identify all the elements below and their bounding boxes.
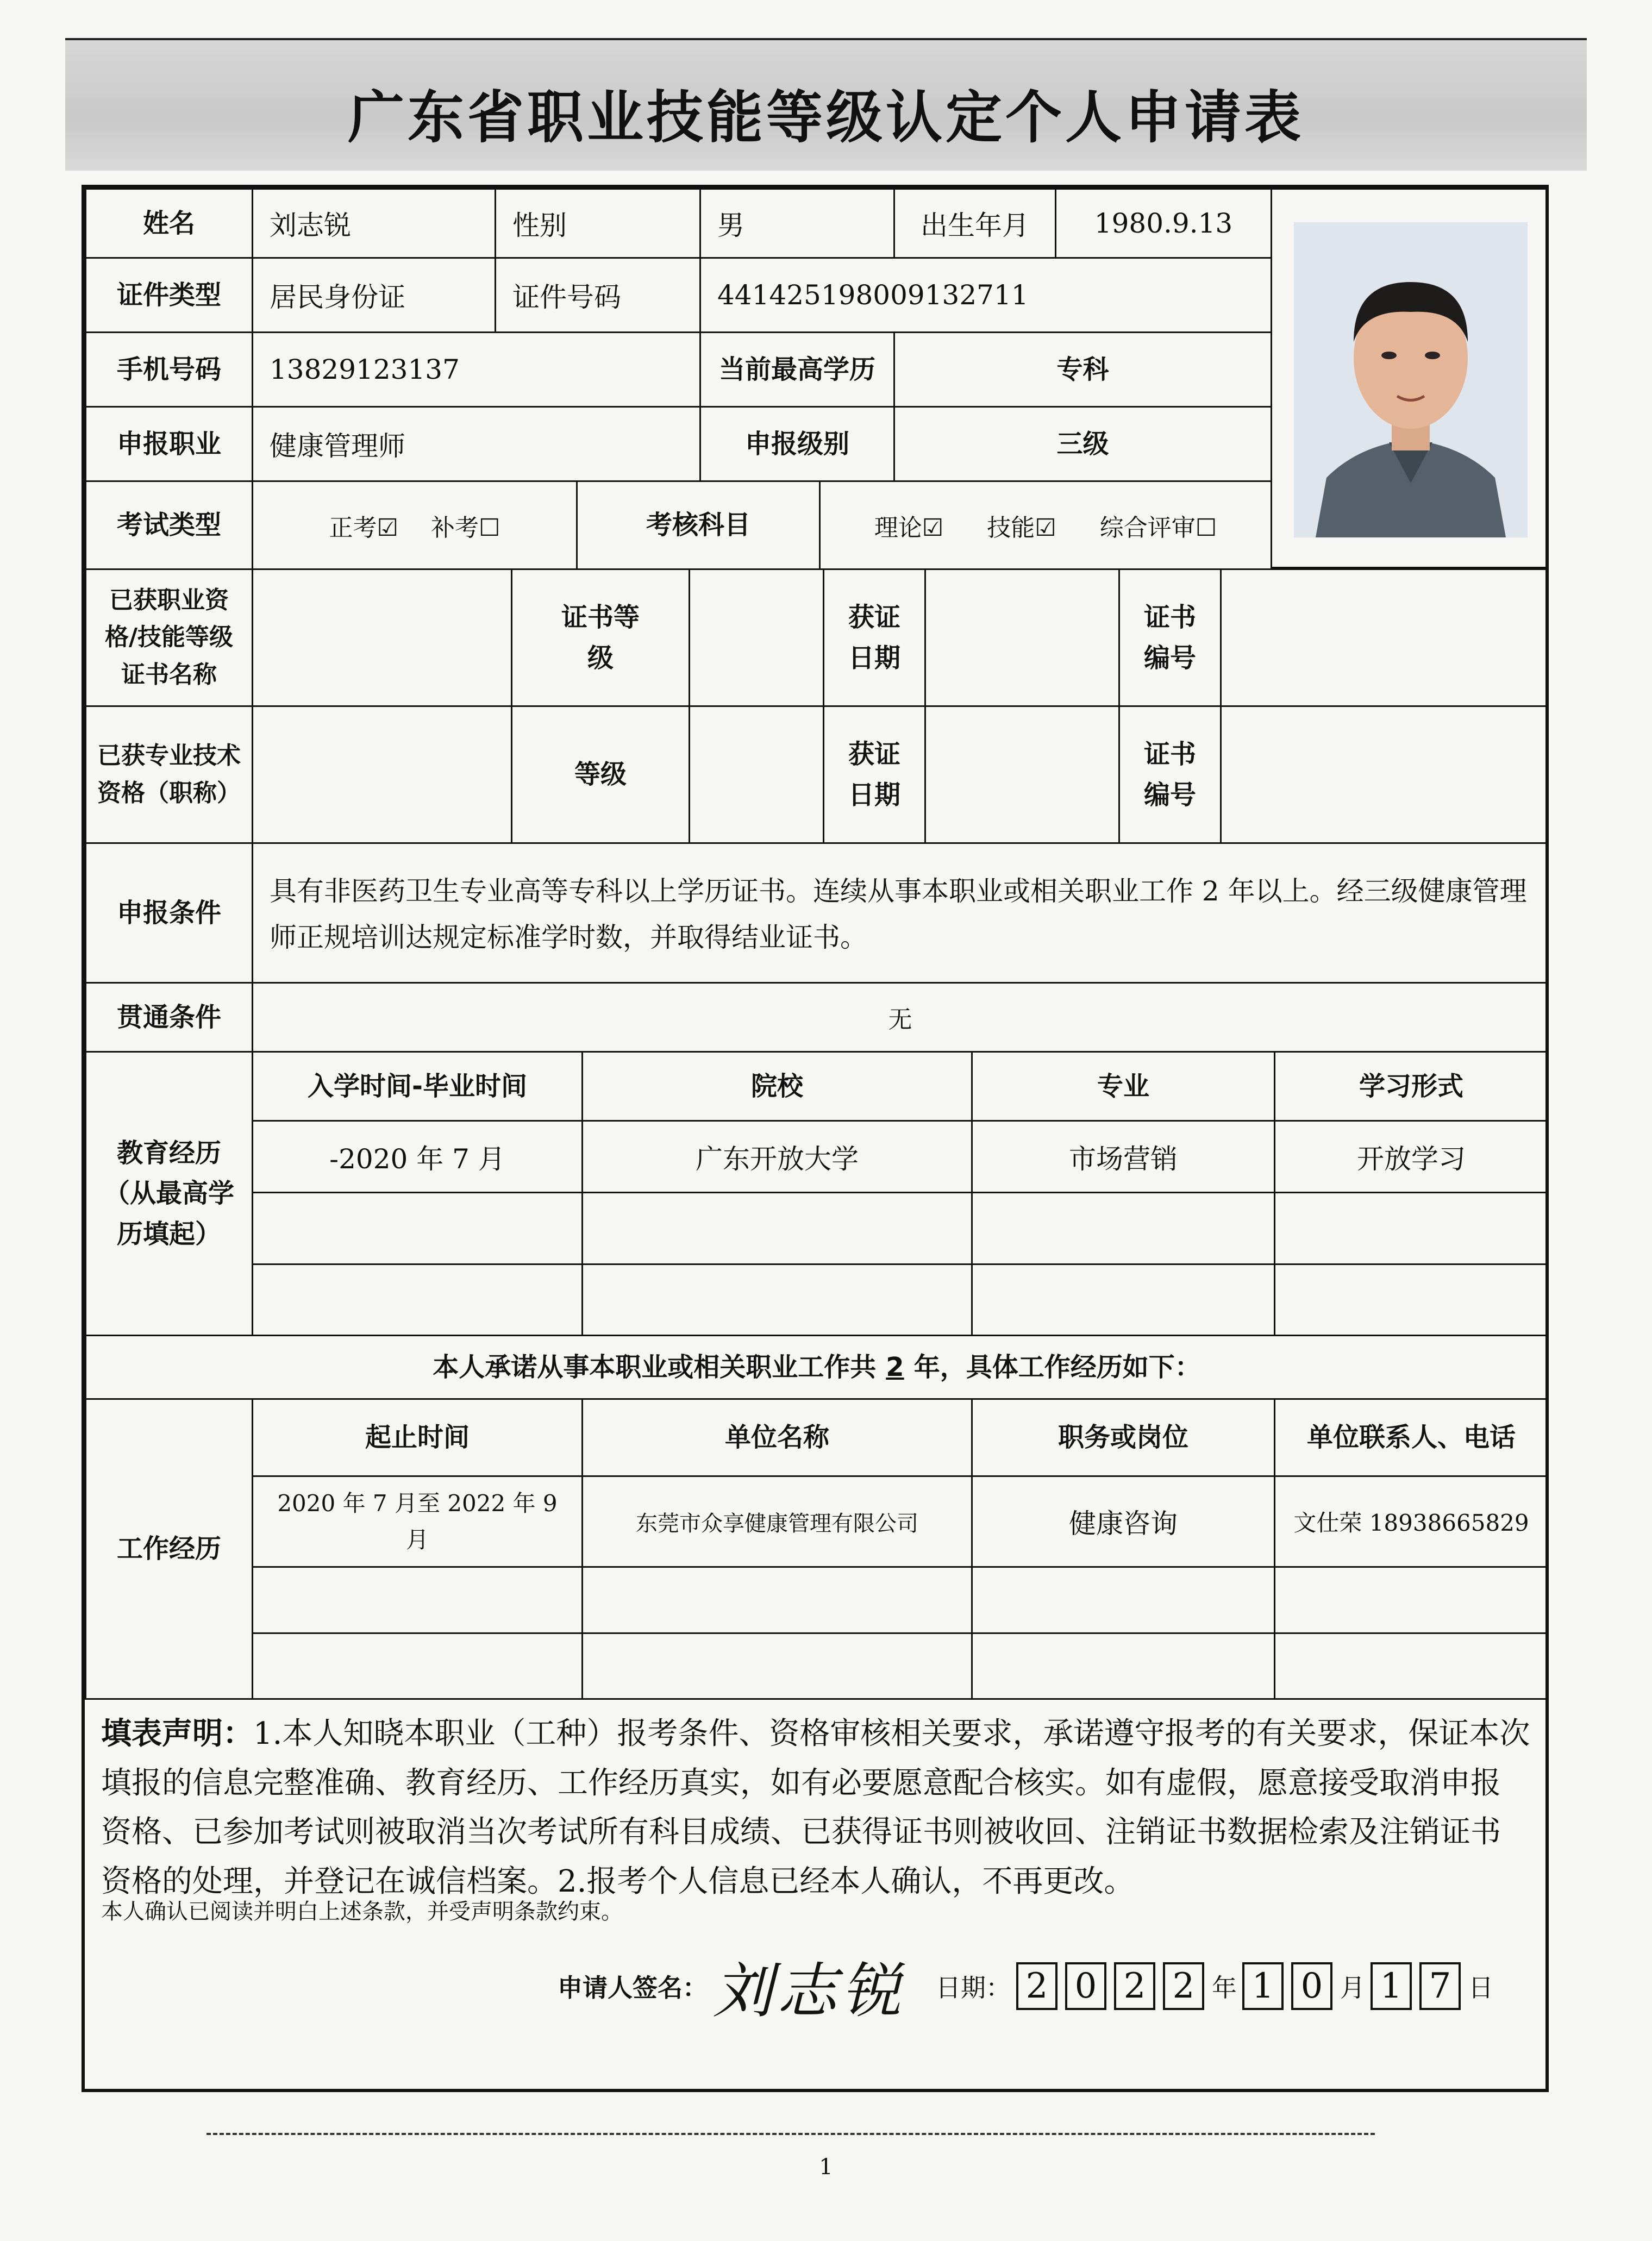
- date-label: 日期：: [936, 1973, 1011, 2002]
- title-band: [65, 38, 1587, 171]
- work-row1-period: 2020 年 7 月至 2022 年 9 月: [252, 1475, 583, 1568]
- subject-options: [819, 480, 1272, 570]
- work-header-period: 起止时间: [252, 1398, 583, 1477]
- edu-header-period: 入学时间-毕业时间: [252, 1051, 583, 1122]
- checkbox-makeup-exam[interactable]: 补考☐: [431, 514, 500, 542]
- month-digit-1[interactable]: 1: [1242, 1962, 1284, 2010]
- year-digit-4[interactable]: 2: [1163, 1962, 1204, 2010]
- work-statement-suffix: 年，具体工作经历如下：: [913, 1351, 1201, 1382]
- edu-row3-major: [971, 1263, 1275, 1336]
- label-birth: 出生年月: [893, 188, 1056, 259]
- label-tech-no: 证书编号: [1118, 705, 1222, 844]
- work-statement: [85, 1335, 1549, 1400]
- label-level: 申报级别: [699, 406, 895, 482]
- application-form: [82, 185, 1549, 2092]
- declaration-text: 1.本人知晓本职业（工种）报考条件、资格审核相关要求，承诺遵守报考的有关要求，保证本次填报的信息完整准确、教育经历、工作经历真实，如有必要愿意配合核实。如有虚假，愿意接受取消申报资格、已参加考试则被取消当次考试所有科目成绩、已获得证书则被收回、注销证书数据检索及注销证书资格的处理，并登记在诚信档案。2.报考个人信息已经本人确认，不再更改。: [101, 1716, 1530, 1900]
- value-occupation: 健康管理师: [252, 406, 701, 482]
- edu-row2-period: [252, 1192, 583, 1265]
- checkbox-regular-exam[interactable]: 正考☑: [329, 514, 398, 542]
- work-row2-position: [971, 1566, 1275, 1634]
- value-cert-name: [252, 568, 512, 707]
- value-cert-date: [924, 568, 1120, 707]
- label-education: 当前最高学历: [699, 331, 895, 408]
- edu-row1-mode: 开放学习: [1274, 1120, 1549, 1193]
- label-work-history: 工作经历: [85, 1398, 253, 1700]
- checkbox-review[interactable]: 综合评审☐: [1099, 514, 1217, 542]
- work-row2-contact: [1274, 1566, 1549, 1634]
- label-id-no: 证件号码: [495, 257, 701, 333]
- month-digit-2[interactable]: 0: [1291, 1962, 1332, 2010]
- value-education: 专科: [893, 331, 1272, 408]
- label-subjects: 考核科目: [576, 480, 821, 570]
- work-header-position: 职务或岗位: [971, 1398, 1275, 1477]
- work-header-company: 单位名称: [581, 1398, 973, 1477]
- label-phone: 手机号码: [85, 331, 253, 408]
- value-tech-date: [924, 705, 1120, 844]
- edu-row1-school: 广东开放大学: [581, 1120, 973, 1193]
- value-birth: 1980.9.13: [1055, 188, 1272, 259]
- label-occupation: 申报职业: [85, 406, 253, 482]
- label-cert-date: 获证日期: [823, 568, 926, 707]
- value-tech-title: [252, 705, 512, 844]
- day-unit: 日: [1468, 1973, 1493, 2002]
- exam-type-options: [252, 480, 578, 570]
- day-digit-2[interactable]: 7: [1419, 1962, 1461, 2010]
- work-row1-contact: 文仕荣 18938665829: [1274, 1475, 1549, 1568]
- work-header-contact: 单位联系人、电话: [1274, 1398, 1549, 1477]
- year-unit: 年: [1212, 1973, 1237, 2002]
- applicant-signature: 刘志锐: [713, 1956, 905, 2026]
- edu-row2-major: [971, 1192, 1275, 1265]
- edu-header-mode: 学习形式: [1274, 1051, 1549, 1122]
- value-phone: 13829123137: [252, 331, 701, 408]
- sign-label: 申请人签名：: [558, 1973, 708, 2002]
- edu-header-school: 院校: [581, 1051, 973, 1122]
- label-through: 贯通条件: [85, 982, 253, 1053]
- photo-cell: [1271, 188, 1549, 568]
- edu-row1-period: -2020 年 7 月: [252, 1120, 583, 1193]
- label-tech-title: 已获专业技术资格（职称）: [85, 705, 253, 844]
- label-tech-date: 获证日期: [823, 705, 926, 844]
- edu-row3-school: [581, 1263, 973, 1336]
- work-years: 2: [886, 1351, 904, 1382]
- value-cert-no: [1220, 568, 1549, 707]
- edu-row2-mode: [1274, 1192, 1549, 1265]
- year-digit-1[interactable]: 2: [1016, 1962, 1057, 2010]
- label-cert-grade: 证书等级: [511, 568, 690, 707]
- value-condition: 具有非医药卫生专业高等专科以上学历证书。连续从事本职业或相关职业工作 2 年以上。经三级健康管理师正规培训达规定标准学时数，并取得结业证书。: [270, 875, 1527, 953]
- checkbox-skill[interactable]: 技能☑: [987, 514, 1056, 542]
- label-cert-name: 已获职业资格/技能等级证书名称: [85, 568, 253, 707]
- value-level: 三级: [893, 406, 1272, 482]
- label-tech-grade: 等级: [511, 705, 690, 844]
- form-title: 广东省职业技能等级认定个人申请表: [347, 84, 1304, 151]
- value-tech-grade: [689, 705, 824, 844]
- work-row2-period: [252, 1566, 583, 1634]
- declaration-confirm: 本人确认已阅读并明白上述条款，并受声明条款约束。: [101, 1899, 623, 1924]
- label-gender: 性别: [495, 188, 701, 259]
- label-edu-history: 教育经历（从最高学历填起）: [85, 1051, 253, 1336]
- edu-row2-school: [581, 1192, 973, 1265]
- value-name: 刘志锐: [252, 188, 496, 259]
- year-digit-3[interactable]: 2: [1114, 1962, 1155, 2010]
- edu-row1-major: 市场营销: [971, 1120, 1275, 1193]
- label-name: 姓名: [85, 188, 253, 259]
- label-condition: 申报条件: [85, 842, 253, 984]
- work-row3-period: [252, 1632, 583, 1700]
- work-row1-position: 健康咨询: [971, 1475, 1275, 1568]
- work-row3-contact: [1274, 1632, 1549, 1700]
- edu-row3-period: [252, 1263, 583, 1336]
- label-cert-no: 证书编号: [1118, 568, 1222, 707]
- declaration-heading: 填表声明：: [101, 1716, 253, 1751]
- label-exam-type: 考试类型: [85, 480, 253, 570]
- signature-row: [558, 1943, 1493, 2029]
- page-number: 1: [819, 2155, 833, 2180]
- work-row1-company: 东莞市众享健康管理有限公司: [581, 1475, 973, 1568]
- work-row3-company: [581, 1632, 973, 1700]
- value-through: 无: [252, 982, 1549, 1053]
- month-unit: 月: [1340, 1973, 1365, 2002]
- year-digit-2[interactable]: 0: [1065, 1962, 1106, 2010]
- value-gender: 男: [699, 188, 895, 259]
- cut-line: [206, 2133, 1375, 2135]
- label-id-type: 证件类型: [85, 257, 253, 333]
- applicant-photo: [1294, 222, 1528, 537]
- value-cert-grade: [689, 568, 824, 707]
- condition-cell: [252, 842, 1549, 984]
- value-tech-no: [1220, 705, 1549, 844]
- value-id-type: 居民身份证: [252, 257, 496, 333]
- work-row2-company: [581, 1566, 973, 1634]
- edu-header-major: 专业: [971, 1051, 1275, 1122]
- declaration-block: [101, 1710, 1530, 1907]
- work-statement-prefix: 本人承诺从事本职业或相关职业工作共: [433, 1351, 877, 1382]
- value-id-no: 441425198009132711: [699, 257, 1272, 333]
- edu-row3-mode: [1274, 1263, 1549, 1336]
- work-row3-position: [971, 1632, 1275, 1700]
- checkbox-theory[interactable]: 理论☑: [874, 514, 944, 542]
- day-digit-1[interactable]: 1: [1371, 1962, 1412, 2010]
